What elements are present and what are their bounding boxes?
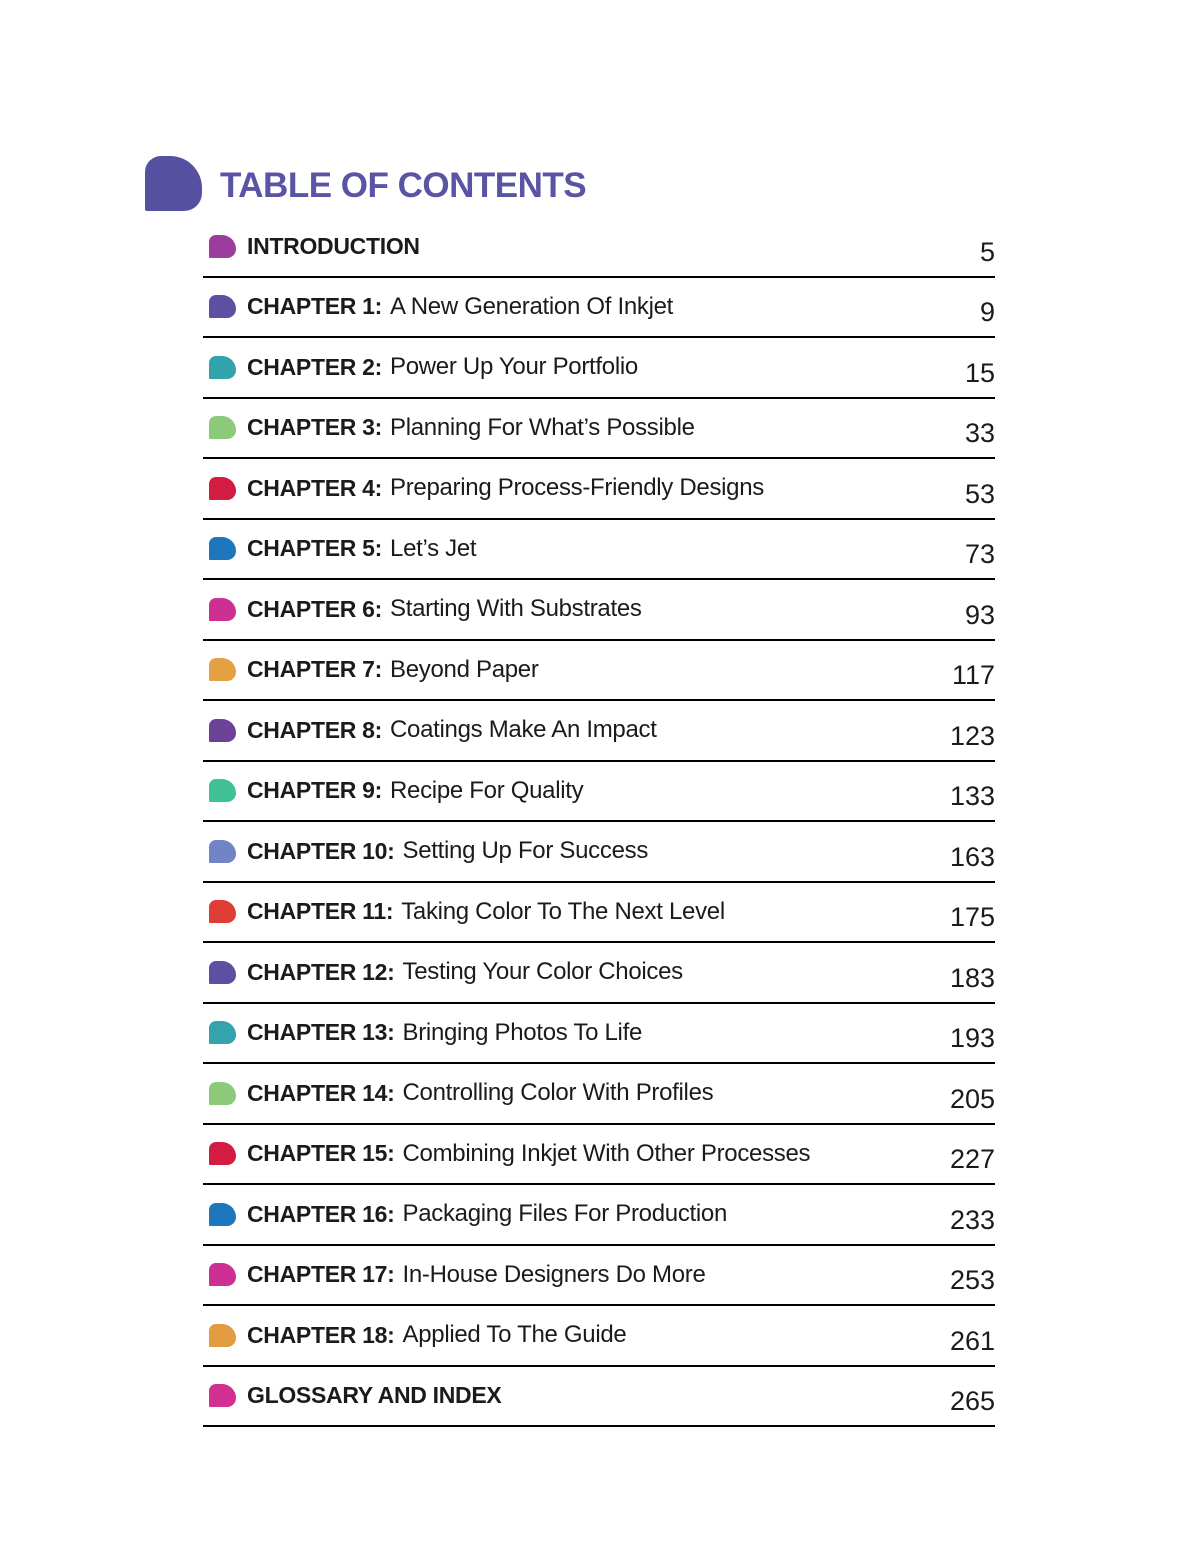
- toc-entry[interactable]: [203, 822, 995, 883]
- chapter-leaf-icon: [209, 416, 236, 439]
- chapter-title: In-House Designers Do More: [402, 1260, 706, 1288]
- chapter-title: Planning For What’s Possible: [390, 413, 695, 441]
- toc-entry[interactable]: [203, 883, 995, 944]
- page-number: 5: [979, 236, 995, 267]
- chapter-title: Beyond Paper: [390, 655, 539, 683]
- chapter-label: CHAPTER 3:: [247, 414, 383, 441]
- page-number: 233: [949, 1204, 995, 1235]
- toc-entry[interactable]: [203, 701, 995, 762]
- chapter-title: Power Up Your Portfolio: [390, 353, 638, 381]
- chapter-label: CHAPTER 16:: [247, 1200, 395, 1227]
- page-number: 93: [964, 599, 995, 630]
- chapter-label: CHAPTER 11:: [247, 898, 394, 925]
- chapter-leaf-icon: [209, 1203, 236, 1226]
- chapter-label: CHAPTER 2:: [247, 353, 383, 380]
- page-number: 33: [964, 418, 995, 449]
- page-number: 227: [949, 1144, 995, 1175]
- page-number: 53: [964, 478, 995, 509]
- toc-entry[interactable]: [203, 399, 995, 460]
- chapter-label: CHAPTER 4:: [247, 474, 383, 501]
- chapter-label: CHAPTER 12:: [247, 958, 395, 985]
- chapter-leaf-icon: [209, 477, 236, 500]
- toc-entry[interactable]: [203, 1064, 995, 1125]
- chapter-leaf-icon: [209, 1324, 236, 1347]
- chapter-label: CHAPTER 7:: [247, 656, 383, 683]
- chapter-leaf-icon: [209, 295, 236, 318]
- page-number: 123: [949, 720, 995, 751]
- chapter-label: CHAPTER 18:: [247, 1321, 395, 1348]
- chapter-leaf-icon: [209, 1263, 236, 1286]
- toc-leaf-icon: [145, 156, 202, 211]
- toc-list: [203, 217, 995, 1427]
- chapter-leaf-icon: [209, 900, 236, 923]
- chapter-label: CHAPTER 17:: [247, 1261, 395, 1288]
- chapter-label: CHAPTER 10:: [247, 837, 395, 864]
- chapter-title: A New Generation Of Inkjet: [390, 292, 674, 320]
- chapter-leaf-icon: [209, 961, 236, 984]
- toc-entry[interactable]: [203, 580, 995, 641]
- chapter-title: Let’s Jet: [390, 534, 477, 562]
- chapter-title: Combining Inkjet With Other Processes: [402, 1139, 811, 1167]
- toc-entry[interactable]: [203, 762, 995, 823]
- chapter-leaf-icon: [209, 356, 236, 379]
- toc-entry[interactable]: [203, 641, 995, 702]
- chapter-label: CHAPTER 15:: [247, 1140, 395, 1167]
- chapter-label: CHAPTER 5:: [247, 535, 383, 562]
- toc-entry[interactable]: [203, 1367, 995, 1428]
- chapter-leaf-icon: [209, 1142, 236, 1165]
- page-number: 117: [951, 660, 995, 691]
- chapter-leaf-icon: [209, 1021, 236, 1044]
- chapter-label: CHAPTER 6:: [247, 595, 383, 622]
- page-number: 183: [949, 962, 995, 993]
- toc-entry[interactable]: [203, 1185, 995, 1246]
- chapter-leaf-icon: [209, 658, 236, 681]
- toc-entry[interactable]: [203, 943, 995, 1004]
- chapter-title: Starting With Substrates: [390, 595, 642, 623]
- chapter-title: Setting Up For Success: [402, 837, 649, 865]
- page-number: 163: [949, 841, 995, 872]
- page-number: 133: [949, 781, 995, 812]
- chapter-leaf-icon: [209, 1082, 236, 1105]
- toc-entry[interactable]: [203, 217, 995, 278]
- toc-entry[interactable]: [203, 278, 995, 339]
- toc-entry[interactable]: [203, 1246, 995, 1307]
- page-number: 253: [949, 1265, 995, 1296]
- page-number: 193: [949, 1023, 995, 1054]
- page-title: TABLE OF CONTENTS: [220, 166, 587, 205]
- page-number: 261: [949, 1325, 995, 1356]
- chapter-label: CHAPTER 1:: [247, 293, 383, 320]
- chapter-label: CHAPTER 9:: [247, 777, 383, 804]
- chapter-title: Testing Your Color Choices: [402, 958, 683, 986]
- chapter-leaf-icon: [209, 719, 236, 742]
- toc-entry[interactable]: [203, 1004, 995, 1065]
- page-number: 175: [949, 902, 995, 933]
- toc-entry[interactable]: [203, 520, 995, 581]
- chapter-leaf-icon: [209, 779, 236, 802]
- chapter-label: CHAPTER 8:: [247, 716, 383, 743]
- toc-entry[interactable]: [203, 459, 995, 520]
- chapter-title: Taking Color To The Next Level: [401, 897, 725, 925]
- page-header: [145, 156, 586, 211]
- chapter-label: INTRODUCTION: [247, 232, 420, 259]
- chapter-label: CHAPTER 13:: [247, 1019, 395, 1046]
- chapter-leaf-icon: [209, 537, 236, 560]
- chapter-leaf-icon: [209, 598, 236, 621]
- chapter-title: Recipe For Quality: [390, 776, 584, 804]
- chapter-title: Bringing Photos To Life: [402, 1018, 643, 1046]
- page-number: 73: [964, 539, 995, 570]
- page-number: 15: [964, 357, 995, 388]
- page-number: 9: [979, 297, 995, 328]
- chapter-title: Controlling Color With Profiles: [402, 1079, 714, 1107]
- chapter-label: GLOSSARY AND INDEX: [247, 1382, 502, 1409]
- chapter-title: Packaging Files For Production: [402, 1200, 728, 1228]
- page-number: 205: [949, 1083, 995, 1114]
- chapter-leaf-icon: [209, 840, 236, 863]
- chapter-title: Coatings Make An Impact: [390, 716, 657, 744]
- toc-entry[interactable]: [203, 1125, 995, 1186]
- chapter-title: Preparing Process-Friendly Designs: [390, 474, 764, 502]
- page-number: 265: [949, 1386, 995, 1417]
- chapter-leaf-icon: [209, 235, 236, 258]
- toc-entry[interactable]: [203, 338, 995, 399]
- chapter-label: CHAPTER 14:: [247, 1079, 395, 1106]
- chapter-title: Applied To The Guide: [402, 1321, 627, 1349]
- chapter-leaf-icon: [209, 1384, 236, 1407]
- toc-entry[interactable]: [203, 1306, 995, 1367]
